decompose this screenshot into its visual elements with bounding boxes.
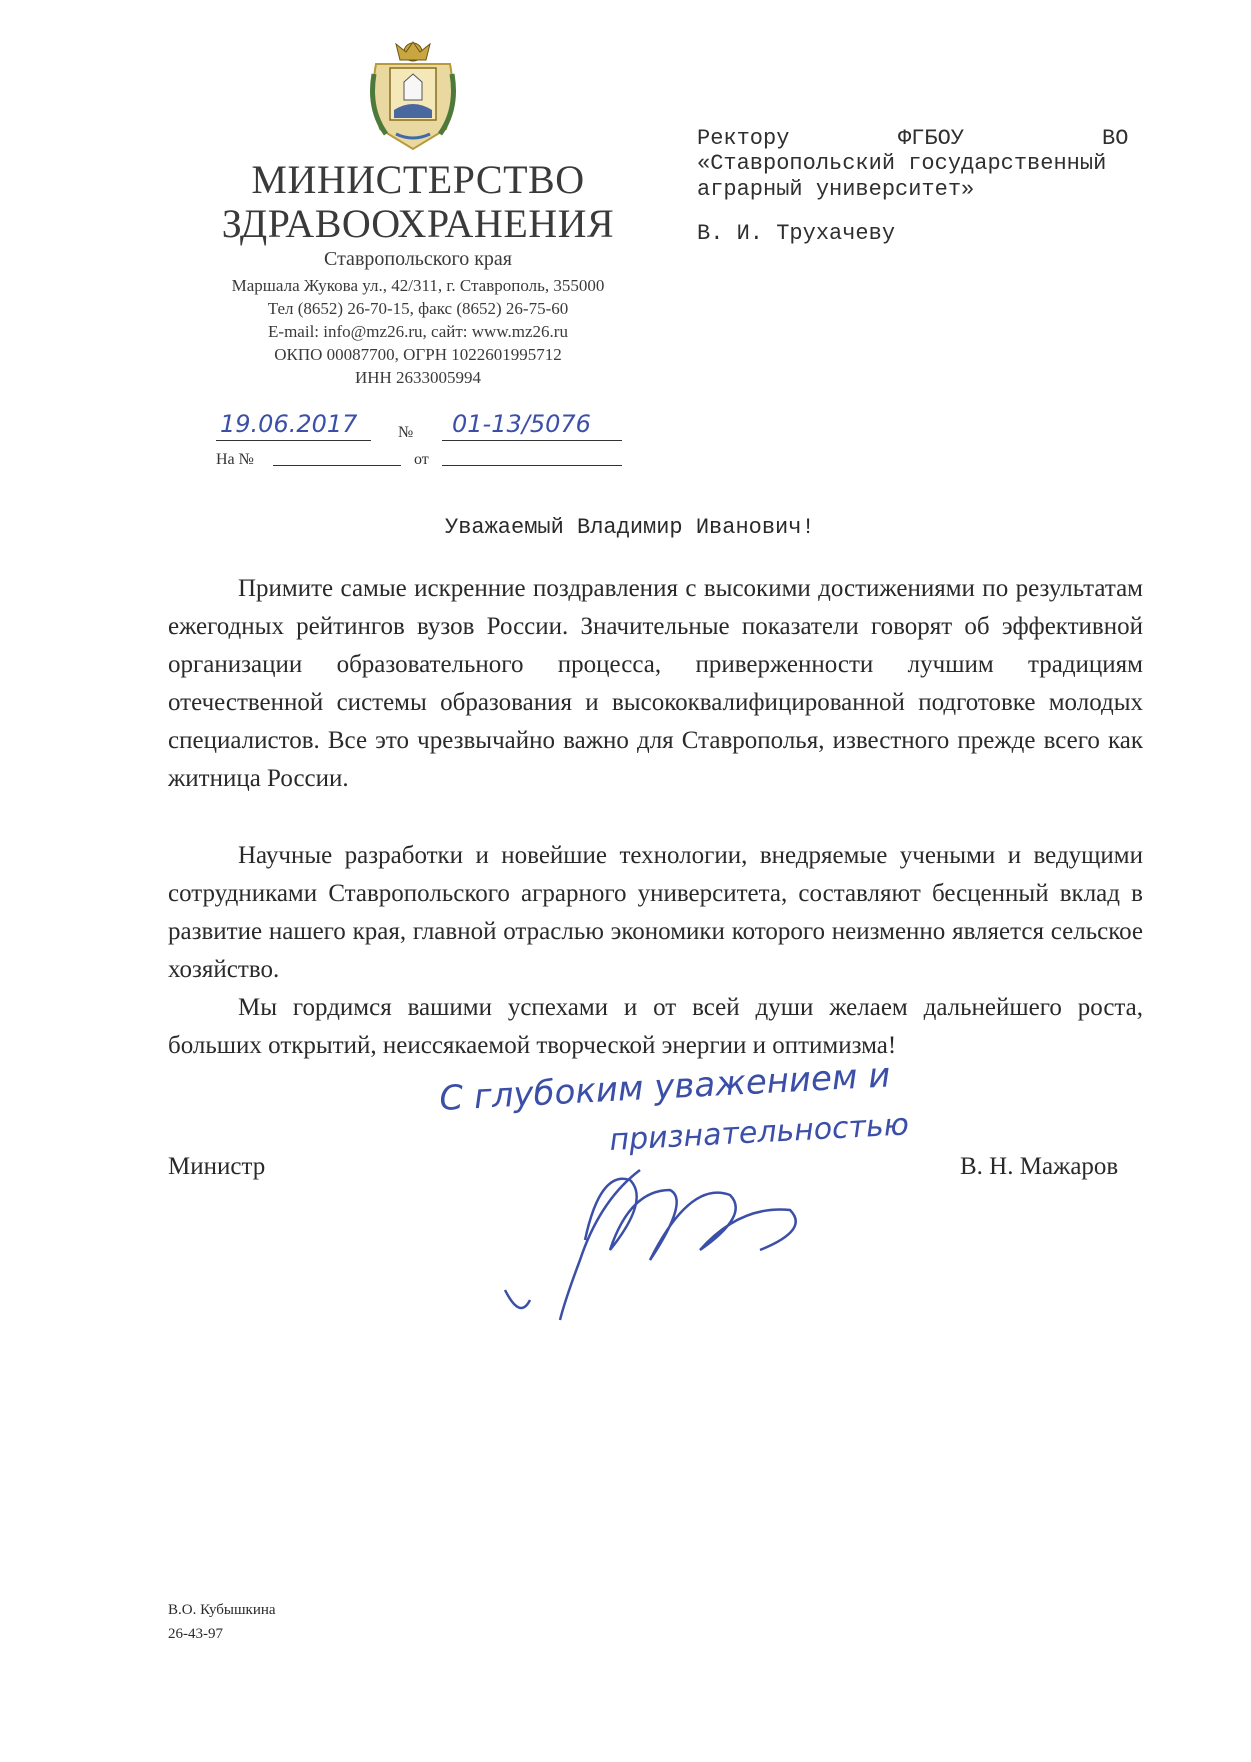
executor-name: В.О. Кубышкина (168, 1602, 276, 1618)
signer-position: Министр (168, 1153, 266, 1180)
ministry-title-line1: МИНИСТЕРСТВО (251, 157, 585, 202)
ministry-phone: Тел (8652) 26-70-15, факс (8652) 26-75-60 (267, 299, 569, 318)
addressee-org-level: ВО (1102, 126, 1129, 151)
reply-from-label: от (414, 451, 429, 468)
ministry-title-line2: ЗДРАВООХРАНЕНИЯ (221, 201, 615, 246)
addressee-name: В. И. Трухачеву (697, 221, 896, 246)
handwritten-closing-line2: признательностью (608, 1107, 910, 1158)
addressee-university-line2: аграрный университет» (697, 177, 975, 202)
registration-date: 19.06.2017 (220, 410, 358, 438)
letter-greeting: Уважаемый Владимир Иванович! (445, 515, 815, 540)
letter-paragraph-3: Мы гордимся вашими успехами и от всей души желаем дальнейшего роста, больших открытий, неиссякаемой творческой энергии и оптимизма! (168, 994, 1143, 1059)
signer-name: В. Н. Мажаров (960, 1153, 1119, 1180)
letter-paragraph-1: Примите самые искренние поздравления с высокими достижениями по результатам ежегодных рейтингов вузов России. Значительные показатели говорят об эффективной организации образовательного процесса, приверженности лучшим традициям отечественной системы образования и высококвалифицированной подготовке молодых специалистов. Все это чрезвычайно важно для Ставрополья, известного прежде всего как житница России. (168, 575, 1143, 792)
addressee-org-type: ФГБОУ (898, 126, 965, 151)
letter-paragraph-2: Научные разработки и новейшие технологии, внедряемые учеными и ведущими сотрудниками Ставропольского аграрного университета, составляют бесценный вклад в развитие нашего края, главной отраслью экономики которого неизменно является сельское хозяйство. (168, 842, 1143, 983)
handwritten-closing-line1: С глубоким уважением и (438, 1055, 892, 1119)
signature-scribble (505, 1170, 796, 1320)
addressee-position: Ректору (697, 126, 790, 151)
ministry-codes: ОКПО 00087700, ОГРН 1022601995712 (274, 345, 562, 364)
registration-number-label: № (398, 424, 414, 441)
ministry-contacts: E-mail: info@mz26.ru, сайт: www.mz26.ru (268, 322, 568, 341)
ministry-address: Маршала Жукова ул., 42/311, г. Ставрополь, 355000 (231, 276, 605, 295)
reply-number-label: На № (216, 451, 254, 468)
registration-number: 01-13/5076 (452, 410, 591, 438)
executor-phone: 26-43-97 (168, 1626, 223, 1642)
ministry-inn: ИНН 2633005994 (354, 368, 482, 387)
addressee-university-line1: «Ставропольский государственный (697, 151, 1107, 176)
ministry-region: Ставропольского края (324, 248, 512, 270)
